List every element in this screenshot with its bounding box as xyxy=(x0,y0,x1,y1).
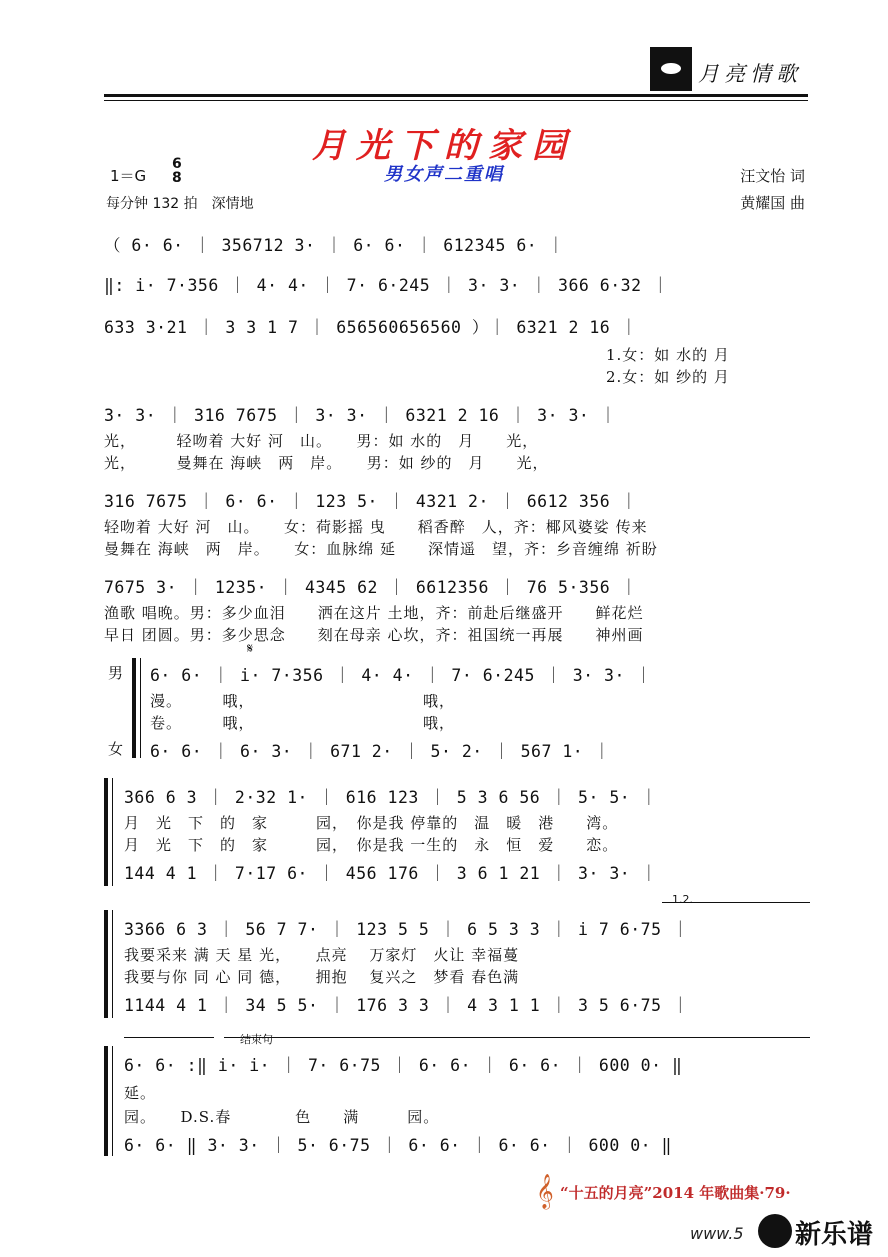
system-brace xyxy=(104,910,108,1018)
score-line-9: 366 6 3 ｜ 2·32 1· ｜ 616 123 ｜ 5 3 6 56 ｜ 5· 5· ｜ xyxy=(124,788,658,807)
score-line-11: 3366 6 3 ｜ 56 7 7· ｜ 123 5 5 ｜ 6 5 3 3 ｜ i 7 6·75 ｜ xyxy=(124,920,689,939)
coda-bracket xyxy=(224,1037,810,1038)
volta-label: 1.2. xyxy=(672,893,693,906)
lyric-line: 光， 曼舞在 海峡 两 岸。 男：如 纱的 月 光， xyxy=(104,454,549,472)
time-bottom: 8 xyxy=(172,170,182,186)
logo-text: 月亮情歌 xyxy=(698,62,802,86)
female-part-label: 女 xyxy=(108,740,124,758)
system-brace-thin xyxy=(140,658,141,758)
system-brace-thin xyxy=(112,1046,113,1156)
lyric-line: 卷。 哦， 哦， xyxy=(150,714,456,732)
score-line-6: 7675 3· ｜ 1235· ｜ 4345 62 ｜ 6612356 ｜ 76 5·356 ｜ xyxy=(104,578,638,597)
song-subtitle: 男女声二重唱 xyxy=(384,164,504,185)
lyric-line: 园。 D.S.春 色 满 园。 xyxy=(124,1108,440,1126)
key-signature: 1＝G xyxy=(110,167,147,185)
lyric-line: 1.女：如 水的 月 xyxy=(606,346,730,364)
tempo-marking: 每分钟 132 拍 深情地 xyxy=(106,196,254,212)
watermark-url: www.5 xyxy=(690,1224,744,1243)
page-caption: “十五的月亮”2014 年歌曲集·79· xyxy=(560,1184,791,1202)
lyricist: 汪文怡 词 xyxy=(740,167,805,185)
score-line-14: 6· 6· ‖ 3· 3· ｜ 5· 6·75 ｜ 6· 6· ｜ 6· 6· ｜ 600 0· ‖ xyxy=(124,1136,672,1155)
lyric-line: 我要与你 同 心 同 德， 拥抱 复兴之 梦看 春色满 xyxy=(124,968,520,986)
lyric-line: 月 光 下 的 家 园， 你是我 停靠的 温 暖 港 湾。 xyxy=(124,814,619,832)
lyric-line: 曼舞在 海峡 两 岸。 女：血脉绵 延 深情遥 望，齐：乡音缠绵 祈盼 xyxy=(104,540,658,558)
score-line-7: 6· 6· ｜ i· 7·356 ｜ 4· 4· ｜ 7· 6·245 ｜ 3· 3· ｜ xyxy=(150,666,653,685)
system-brace xyxy=(104,1046,108,1156)
lyric-line: 延。 xyxy=(124,1084,157,1102)
score-line-13: 6· 6· :‖ i· i· ｜ 7· 6·75 ｜ 6· 6· ｜ 6· 6· ｜ 600 0· ‖ xyxy=(124,1056,683,1075)
song-title: 月光下的家园 xyxy=(312,126,576,166)
volta-bracket-end xyxy=(124,1037,214,1038)
lyric-line: 漫。 哦， 哦， xyxy=(150,692,456,710)
time-signature xyxy=(172,157,182,185)
segno-sign: 𝄋 xyxy=(247,641,254,657)
lyric-line: 早日 团圆。男：多少思念 刻在母亲 心坎，齐：祖国统一再展 神州画 xyxy=(104,626,644,644)
score-line-5: 316 7675 ｜ 6· 6· ｜ 123 5· ｜ 4321 2· ｜ 6612 356 ｜ xyxy=(104,492,638,511)
score-line-1: （ 6· 6· ｜ 356712 3· ｜ 6· 6· ｜ 612345 6· ｜ xyxy=(104,236,565,255)
header-rule-thin xyxy=(104,100,808,101)
composer: 黄耀国 曲 xyxy=(740,194,805,212)
male-part-label: 男 xyxy=(108,664,124,682)
score-line-10: 144 4 1 ｜ 7·17 6· ｜ 456 176 ｜ 3 6 1 21 ｜ 3· 3· ｜ xyxy=(124,864,658,883)
score-line-2: ‖: i· 7·356 ｜ 4· 4· ｜ 7· 6·245 ｜ 3· 3· ｜ 366 6·32 ｜ xyxy=(104,276,669,295)
watermark-name: 新乐谱 xyxy=(795,1220,874,1250)
lyric-line: 渔歌 唱晚。男：多少血泪 洒在这片 土地，齐：前赴后继盛开 鲜花烂 xyxy=(104,604,644,622)
system-brace-thin xyxy=(112,778,113,886)
system-brace-thin xyxy=(112,910,113,1018)
moon-logo-icon xyxy=(650,47,692,91)
ending-label: 结束句 xyxy=(240,1033,273,1046)
lyric-line: 我要采来 满 天 星 光， 点亮 万家灯 火让 幸福蔓 xyxy=(124,946,520,964)
lyric-line: 2.女：如 纱的 月 xyxy=(606,368,730,386)
header-rule xyxy=(104,94,808,97)
system-brace xyxy=(104,778,108,886)
system-brace xyxy=(132,658,136,758)
lyric-line: 月 光 下 的 家 园， 你是我 一生的 永 恒 爱 恋。 xyxy=(124,836,619,854)
score-line-8: 6· 6· ｜ 6· 3· ｜ 671 2· ｜ 5· 2· ｜ 567 1· ｜ xyxy=(150,742,611,761)
treble-clef-icon: 𝄞 xyxy=(536,1174,554,1209)
lyric-line: 光， 轻吻着 大好 河 山。 男：如 水的 月 光， xyxy=(104,432,539,450)
time-top: 6 xyxy=(172,156,182,172)
score-line-4: 3· 3· ｜ 316 7675 ｜ 3· 3· ｜ 6321 2 16 ｜ 3· 3· ｜ xyxy=(104,406,617,425)
score-line-12: 1144 4 1 ｜ 34 5 5· ｜ 176 3 3 ｜ 4 3 1 1 ｜ 3 5 6·75 ｜ xyxy=(124,996,689,1015)
lyric-line: 轻吻着 大好 河 山。 女：荷影摇 曳 稻香醉 人，齐：椰风婆娑 传来 xyxy=(104,518,648,536)
score-line-3: 633 3·21 ｜ 3 3 1 7 ｜ 656560656560 ）｜ 6321 2 16 ｜ xyxy=(104,318,638,337)
record-disc-icon xyxy=(758,1214,792,1248)
